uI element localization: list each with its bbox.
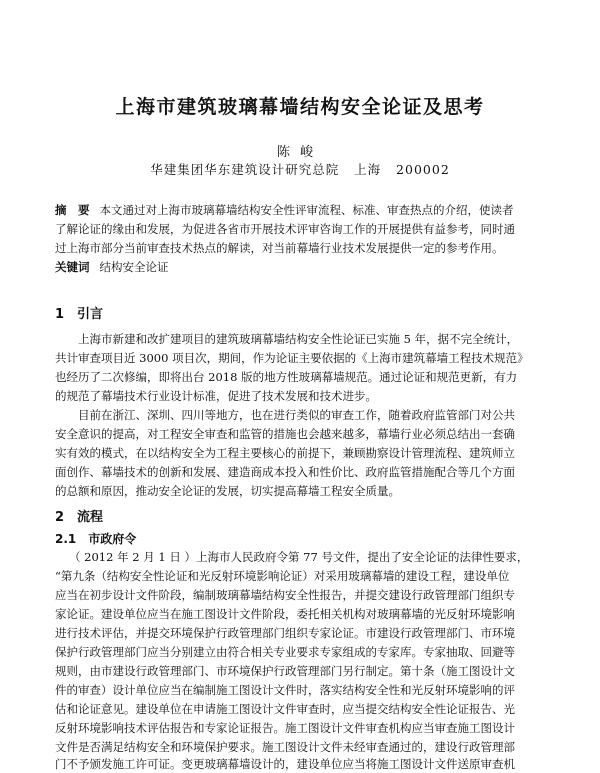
keywords-text: 结构安全论证 <box>99 260 169 274</box>
section-2-heading: 2 流程 <box>55 510 104 525</box>
section-1-line: 的总额和原因，推动安全论证的发展，切实提高幕墙工程安全质量。 <box>55 484 400 498</box>
section-1-line: 也经历了二次修编，即将出台 2018 版的地方性玻璃幕墙规范。通过论证和规范更新，有力 <box>55 370 518 384</box>
paper-title: 上海市建筑玻璃幕墙结构安全论证及思考 <box>115 96 485 118</box>
abstract-line-3: 过上海市部分当前审查技术热点的解读，对当前幕墙行业技术发展提供一定的参考作用。 <box>55 241 504 255</box>
section-2-line: 估和论证意见。建设单位在申请施工图设计文件审查时，应当提交结构安全性论证报告、光 <box>55 702 515 716</box>
keywords-label: 关键词 <box>55 260 90 274</box>
section-2-line: （ 2012 年 2 月 1 日 ）上海市人民政府令第 77 号文件，提出了安全论证的法律性要求， <box>69 550 529 564</box>
section-2-line: 进行技术评估，并提交环境保护行政管理部门组织专家论证。市建设行政管理部门、市环境 <box>55 626 515 640</box>
section-1-line: 的规范了幕墙技术行业设计标准，促进了技术发展和技术进步。 <box>55 389 377 403</box>
section-2-line: 家论证。建设单位应当在施工图设计文件阶段，委托相关机构对玻璃幕墙的光反射环境影响 <box>55 607 515 621</box>
section-2-line: 门不予颁发施工许可证。变更玻璃幕墙设计的，建设单位应当将施工图设计文件送原审查机 <box>55 757 515 771</box>
section-1-line: 面创作、幕墙技术的创新和发展、建造商成本投入和性价比、政府监管措施配合等几个方面 <box>55 465 515 479</box>
section-1-line: 共计审查项目近 3000 项目次，期间，作为论证主要依据的《上海市建筑幕墙工程技术规范》 <box>55 351 529 365</box>
abstract-line-1 <box>55 201 545 219</box>
author-name: 陈峻 <box>276 145 323 160</box>
section-2-line: 件的审查）设计单位应当在编制施工图设计文件时，落实结构安全性和光反射环境影响的评 <box>55 683 515 697</box>
section-1-line: 实有效的模式，在以结构安全为工程主要核心的前提下，兼顾勘察设计管理流程、建筑师立 <box>55 446 515 460</box>
abstract-text: 本文通过对上海市玻璃幕墙结构安全性评审流程、标准、审查热点的介绍，使读者 <box>99 203 514 217</box>
section-2-line: 规则，由市建设行政管理部门、市环境保护行政管理部门另行制定。第十条（施工图设计文 <box>55 664 515 678</box>
section-2-line: “第九条（结构安全性论证和光反射环境影响论证）对采用玻璃幕墙的建设工程，建设单位 <box>55 569 510 583</box>
section-2-line: 应当在初步设计文件阶段，编制玻璃幕墙结构安全性报告，并提交建设行政管理部门组织专 <box>55 588 515 602</box>
section-2-1-heading: 2.1 市政府令 <box>55 532 137 546</box>
section-1-line: 目前在浙江、深圳、四川等地方，也在进行类似的审查工作，随着政府监管部门对公共 <box>78 408 515 422</box>
section-1-line: 安全意识的提高，对工程安全审查和监管的措施也会越来越多，幕墙行业必须总结出一套确 <box>55 427 515 441</box>
section-2-line: 保护行政管理部门应当分别建立由符合相关专业要求专家组成的专家库。专家抽取、回避等 <box>55 645 515 659</box>
keywords-line <box>55 258 545 276</box>
abstract-label: 摘 要 <box>55 203 90 217</box>
author-affiliation: 华建集团华东建筑设计研究总院 上海 200002 <box>150 162 450 177</box>
section-2-line: 文件是否满足结构安全和环境保护要求。施工图设计文件未经审查通过的，建设行政管理部 <box>55 740 515 754</box>
section-1-line: 上海市新建和改扩建项目的建筑玻璃幕墙结构安全性论证已实施 5 年，据不完全统计， <box>78 332 519 346</box>
section-2-line: 反射环境影响技术评估报告和专家论证报告。施工图设计文件审查机构应当审查施工图设计 <box>55 721 515 735</box>
section-1-heading: 1 引言 <box>55 307 104 322</box>
abstract-line-2: 了解论证的缘由和发展，为促进各省市开展技术评审咨询工作的开展提供有益参考，同时通 <box>55 222 515 236</box>
